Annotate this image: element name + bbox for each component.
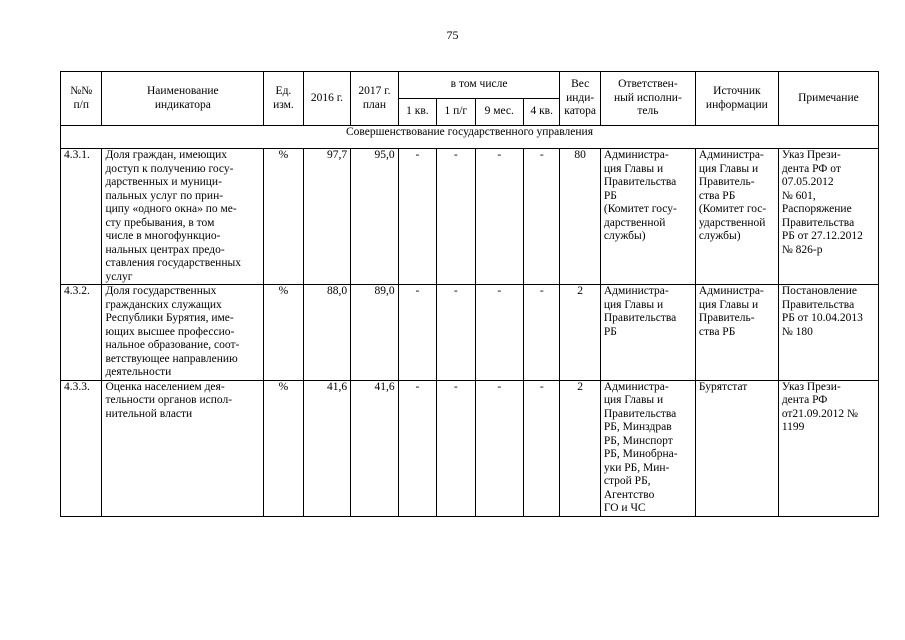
row-source: Администра- ция Главы и Правитель- ства РБ (Комитет гос- ударственной службы) bbox=[695, 149, 778, 285]
header-row-top bbox=[61, 72, 879, 99]
header-responsible: Ответствен- ный исполни- тель bbox=[600, 72, 695, 126]
table-row bbox=[61, 380, 879, 516]
row-q4: - bbox=[524, 149, 560, 285]
row-h1: - bbox=[437, 380, 475, 516]
header-h1: 1 п/г bbox=[437, 99, 475, 126]
row-2016: 41,6 bbox=[303, 380, 351, 516]
row-responsible: Администра- ция Главы и Правительства РБ, Минздрав РБ, Минспорт РБ, Минобрна- уки РБ, Мин- строй РБ, Агентство ГО и ЧС bbox=[600, 380, 695, 516]
row-source: Администра- ция Главы и Правитель- ства РБ bbox=[695, 285, 778, 381]
row-responsible: Администра- ция Главы и Правительства РБ (Комитет госу- дарственной службы) bbox=[600, 149, 695, 285]
row-note: Постановление Правительства РБ от 10.04.2013 № 180 bbox=[778, 285, 878, 381]
row-name: Доля граждан, имеющих доступ к получению госу- дарственных и муници- пальных услуг по прин- ципу «одного окна» по ме- сту пребывания, в том числе в многофункцио- нальных центрах предо- ставления государственных услуг bbox=[102, 149, 264, 285]
header-q4: 4 кв. bbox=[524, 99, 560, 126]
row-note: Указ Прези- дента РФ от21.09.2012 № 1199 bbox=[778, 380, 878, 516]
row-9m: - bbox=[475, 380, 524, 516]
row-q1: - bbox=[398, 149, 436, 285]
row-source: Бурятстат bbox=[695, 380, 778, 516]
row-q4: - bbox=[524, 285, 560, 381]
row-unit: % bbox=[264, 380, 303, 516]
row-q4: - bbox=[524, 380, 560, 516]
row-num: 4.3.2. bbox=[61, 285, 102, 381]
row-2016: 88,0 bbox=[303, 285, 351, 381]
row-2017: 95,0 bbox=[351, 149, 399, 285]
header-9m: 9 мес. bbox=[475, 99, 524, 126]
section-title: Совершенствование государственного управления bbox=[61, 126, 879, 149]
row-weight: 2 bbox=[560, 285, 600, 381]
row-weight: 80 bbox=[560, 149, 600, 285]
row-q1: - bbox=[398, 380, 436, 516]
header-note: Примечание bbox=[778, 72, 878, 126]
row-2016: 97,7 bbox=[303, 149, 351, 285]
indicators-table bbox=[60, 71, 879, 517]
row-name: Доля государственных гражданских служащих Республики Бурятия, име- ющих высшее профессио- нальное образование, соот- ветствующее направлению деятельности bbox=[102, 285, 264, 381]
header-name: Наименование индикатора bbox=[102, 72, 264, 126]
row-weight: 2 bbox=[560, 380, 600, 516]
row-9m: - bbox=[475, 285, 524, 381]
row-h1: - bbox=[437, 285, 475, 381]
row-h1: - bbox=[437, 149, 475, 285]
header-2017: 2017 г. план bbox=[351, 72, 399, 126]
table-row bbox=[61, 149, 879, 285]
header-unit: Ед. изм. bbox=[264, 72, 303, 126]
page-number: 75 bbox=[446, 28, 459, 42]
row-num: 4.3.1. bbox=[61, 149, 102, 285]
row-note: Указ Прези- дента РФ от 07.05.2012 № 601, Распоряжение Правительства РБ от 27.12.2012 № 826-р bbox=[778, 149, 878, 285]
header-weight: Вес инди- катора bbox=[560, 72, 600, 126]
section-row bbox=[61, 126, 879, 149]
row-unit: % bbox=[264, 149, 303, 285]
header-num: №№ п/п bbox=[61, 72, 102, 126]
header-source: Источник информации bbox=[695, 72, 778, 126]
row-responsible: Администра- ция Главы и Правительства РБ bbox=[600, 285, 695, 381]
row-2017: 41,6 bbox=[351, 380, 399, 516]
row-unit: % bbox=[264, 285, 303, 381]
header-2016: 2016 г. bbox=[303, 72, 351, 126]
row-2017: 89,0 bbox=[351, 285, 399, 381]
row-q1: - bbox=[398, 285, 436, 381]
table-row bbox=[61, 285, 879, 381]
row-9m: - bbox=[475, 149, 524, 285]
header-including: в том числе bbox=[398, 72, 560, 99]
header-q1: 1 кв. bbox=[398, 99, 436, 126]
row-num: 4.3.3. bbox=[61, 380, 102, 516]
row-name: Оценка населением дея- тельности органов испол- нительной власти bbox=[102, 380, 264, 516]
